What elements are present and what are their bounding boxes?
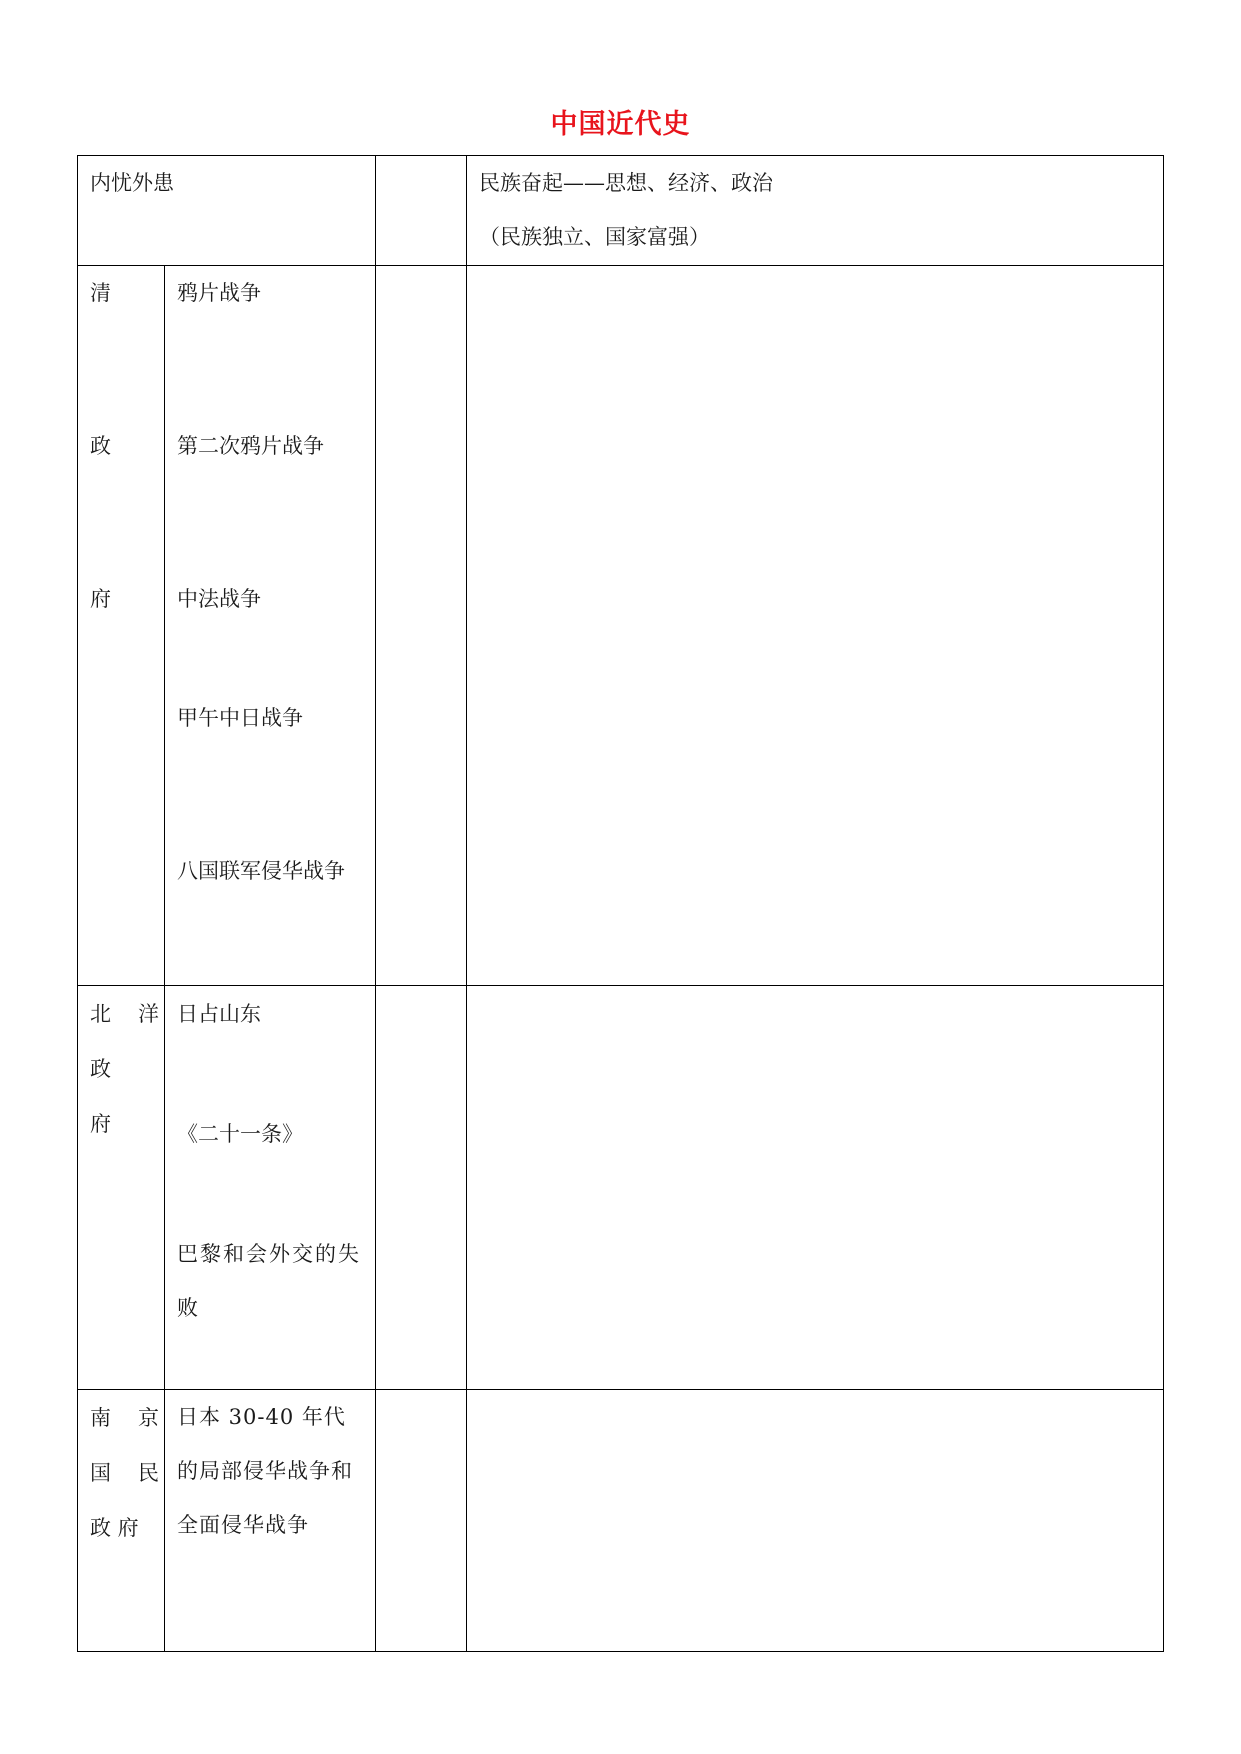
header-national-goals: （民族独立、国家富强） <box>479 225 710 249</box>
table-border-top <box>77 155 1164 156</box>
gov-beiyang-line-2: 政 <box>90 1057 111 1081</box>
page-title: 中国近代史 <box>550 109 691 140</box>
gov-qing-char-1: 清 <box>90 281 111 305</box>
row-divider-header <box>77 265 1164 266</box>
event-first-sino-japanese-war: 甲午中日战争 <box>177 706 303 730</box>
header-internal-external-troubles: 内忧外患 <box>90 171 174 195</box>
col-divider-blank <box>466 155 467 1652</box>
event-twenty-one-demands: 《二十一条》 <box>177 1122 303 1146</box>
row-divider-qing <box>77 985 1164 986</box>
event-opium-war: 鸦片战争 <box>177 281 261 305</box>
gov-nanjing-line-2: 国 民 <box>90 1461 162 1485</box>
event-sino-french-war: 中法战争 <box>177 587 261 611</box>
event-japan-occupies-shandong: 日占山东 <box>177 1002 261 1026</box>
gov-beiyang-line-1: 北 洋 <box>90 1002 162 1026</box>
event-eight-nation-alliance: 八国联军侵华战争 <box>177 859 345 883</box>
event-second-opium-war: 第二次鸦片战争 <box>177 434 324 458</box>
gov-beiyang-line-3: 府 <box>90 1112 111 1136</box>
table-border-right <box>1163 155 1164 1652</box>
header-national-rise: 民族奋起——思想、经济、政治 <box>479 171 773 195</box>
gov-nanjing-line-1: 南 京 <box>90 1406 162 1430</box>
col-divider-gov <box>164 265 165 1652</box>
event-japanese-invasion-1930s-40s: 日本 30-40 年代的局部侵华战争和全面侵华战争 <box>177 1405 353 1537</box>
table-border-left <box>77 155 78 1652</box>
col-divider-events <box>375 155 376 1652</box>
gov-nanjing-line-3: 政 府 <box>90 1516 139 1540</box>
gov-qing-char-3: 府 <box>90 587 111 611</box>
gov-qing-char-2: 政 <box>90 434 111 458</box>
event-paris-peace-conference-failure: 巴黎和会外交的失败 <box>177 1242 361 1320</box>
table-border-bottom <box>77 1651 1164 1652</box>
